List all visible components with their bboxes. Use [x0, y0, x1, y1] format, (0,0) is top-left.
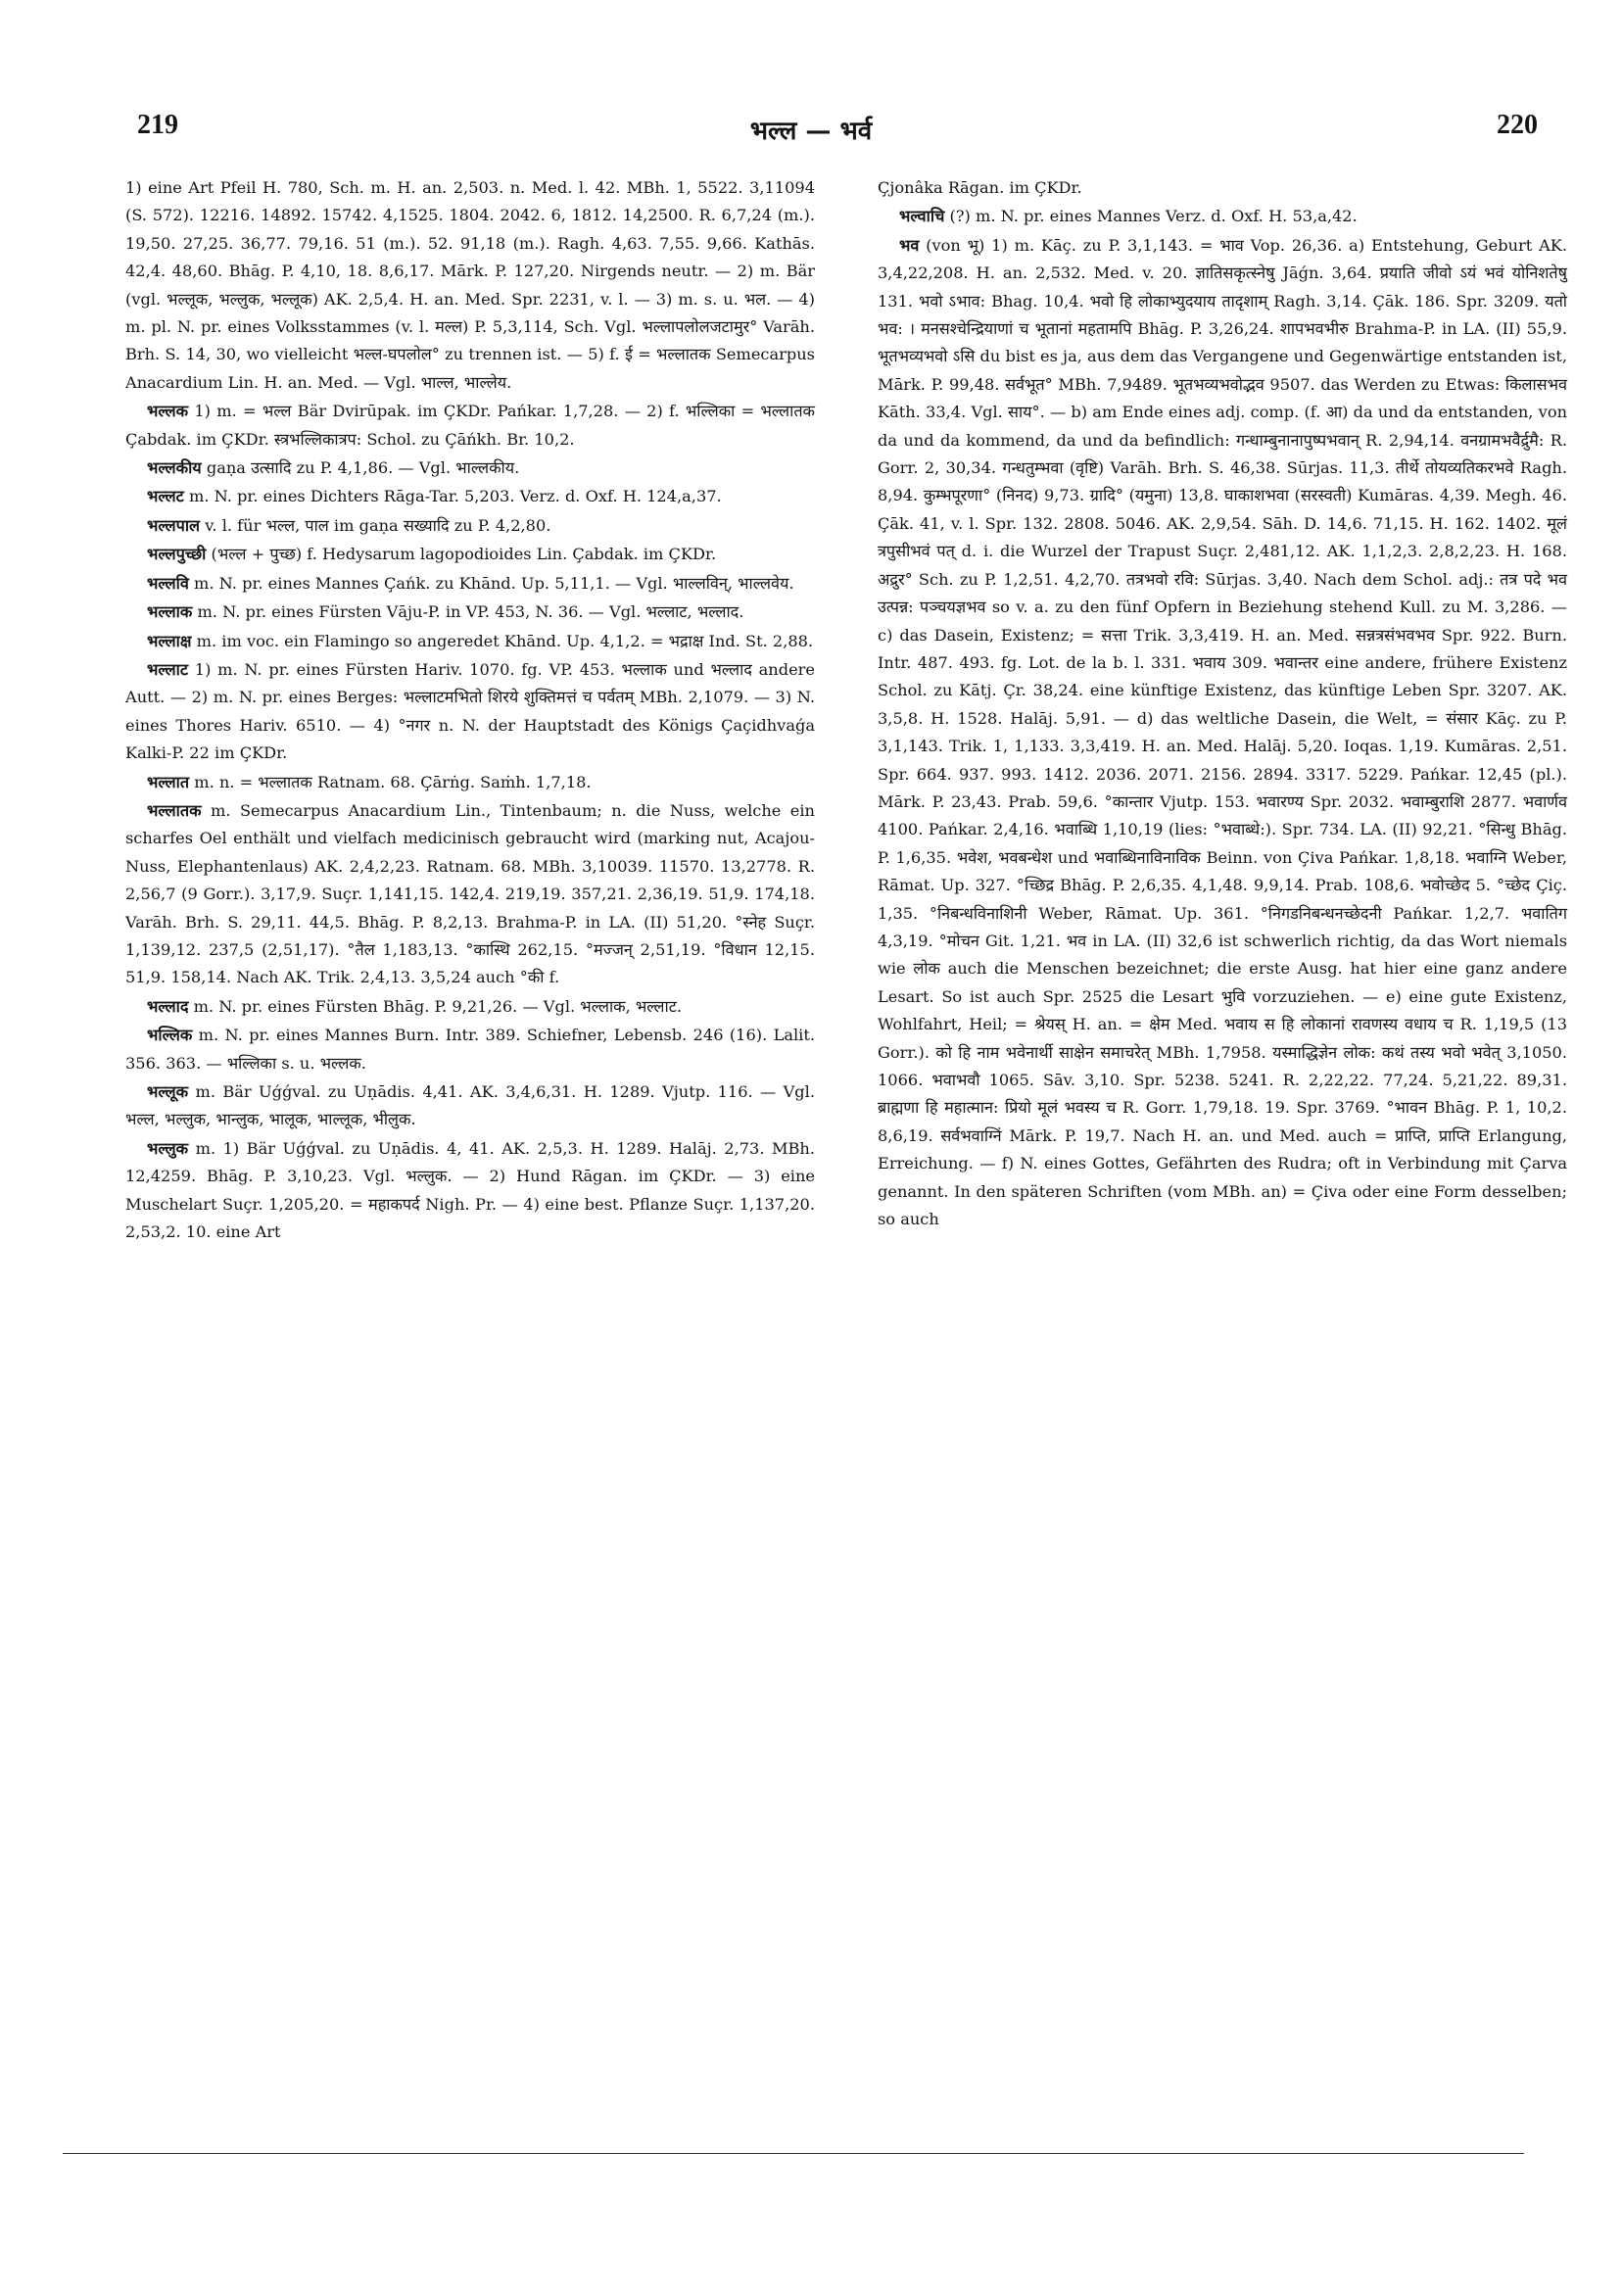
- entry-headword: भल्लूक: [147, 1082, 189, 1101]
- entry-text: m. N. pr. eines Fürsten Bhāg. P. 9,21,26. — Vgl. भल्लाक, भल्लाट.: [193, 996, 683, 1016]
- entry-text: 1) m. = भल्ल Bär Dvirūpak. im ÇKDr. Pańkar. 1,7,28. — 2) f. भल्लिका = भल्लातक Çabdak. im ÇKDr. स्त्रभल्लिकात्रप: Schol. zu Çāńkh. Br. 10,2.: [125, 402, 815, 449]
- right-column: [878, 174, 1567, 1234]
- entry-headword: भल्लवि: [147, 573, 189, 593]
- entry-text: (von भू) 1) m. Kāç. zu P. 3,1,143. = भाव Vop. 26,36. a) Entstehung, Geburt AK. 3,4,22,208. H. an. 2,532. Med. v. 20. ज्ञातिसकृत्स्नेषु Jāǵn. 3,64. प्रयाति जीवो ऽयं भवं योनिशतेषु 131. भवो ऽभाव: Bhag. 10,4. भवो हि लोकाभ्युदयाय तादृशाम् Ragh. 3,14. Çāk. 186. Spr. 3209. यतो भव: । मनसश्चेन्द्रियाणां च भूतानां महतामपि Bhāg. P. 3,26,24. शापभवभीरु Brahma-P. in LA. (II) 55,9. भूतभव्यभवो ऽसि du bist es ja, aus dem das Vergangene und Gegenwärtige entstanden ist, Mārk. P. 99,48. सर्वभूत° MBh. 7,9489. भूतभव्यभवोद्भव 9507. das Werden zu Etwas: किलासभव Kāth. 33,4. Vgl. साय°. — b) am Ende eines adj. comp. (f. आ) da und da entstanden, von da und da kommend, da und da befindlich: गन्धाम्बुनानापुष्पभवान् R. 2,94,14. वनग्रामभवैर्द्रुमै: R. Gorr. 2, 30,34. गन्धतुम्भवा (वृष्टि) Varāh. Brh. S. 46,38. Sūrjas. 11,3. तीर्थे तोयव्यतिकरभवे Ragh. 8,94. कुम्भपूरणा° (निनद) 9,73. ग्रादि° (यमुना) 13,8. घाकाशभवा (सरस्वती) Kumāras. 4,39. Megh. 46. Çāk. 41, v. l. Spr. 132. 2808. 5046. AK. 2,9,54. Sāh. D. 14,6. 71,15. H. 162. 1402. मूलं त्रपुसीभवं पत् d. i. die Wurzel der Trapust Suçr. 2,481,12. AK. 1,1,2,3. 2,8,2,23. H. 168. अद्रुर° Sch. zu P. 1,2,51. 4,2,70. तत्रभवो रवि: Sūrjas. 3,40. Nach dem Schol. adj.: तत्र पदे भव उत्पन्न: पञ्चयज्ञभव so v. a. zu den fünf Opfern in Beziehung stehend Kull. zu M. 3,286. — c) das Dasein, Existenz; = सत्ता Trik. 3,3,419. H. an. Med. सन्नत्रसंभवभव Spr. 922. Burn. Intr. 487. 493. fg. Lot. de la b. l. 331. भवाय 309. भवान्तर eine andere, frühere Existenz Schol. zu Kātj. Çr. 38,24. eine künftige Existenz, das künftige Leben Spr. 3207. AK. 3,5,8. H. 1528. Halāj. 5,91. — d) das weltliche Dasein, die Welt, = संसार Kāç. zu P. 3,1,143. Trik. 1, 1,133. 3,3,419. H. an. Med. Halāj. 5,20. Ioqas. 1,19. Kumāras. 2,51. Spr. 664. 937. 993. 1412. 2036. 2071. 2156. 2894. 3317. 5229. Pańkar. 12,45 (pl.). Mārk. P. 23,43. Prab. 59,6. °कान्तार Vjutp. 153. भवारण्य Spr. 2032. भवाम्बुराशि 2877. भवार्णव 4100. Pańkar. 2,4,16. भवाब्धि 1,10,19 (lies: °भवाब्धे:). Spr. 734. LA. (II) 92,21. °सिन्धु Bhāg. P. 1,6,35. भवेश, भवबन्धेश und भवाब्धिनाविनाविक Beinn. von Çiva Pańkar. 1,8,18. भवाग्नि Weber, Rāmat. Up. 327. °च्छिद्र Bhāg. P. 2,6,35. 4,1,48. 9,9,14. Prab. 108,6. भवोच्छेद 5. °च्छेद Çiç. 1,35. °निबन्धविनाशिनी Weber, Rāmat. Up. 361. °निगडनिबन्धनच्छेदनी Pańkar. 1,2,7. भवातिग 4,3,19. °मोचन Git. 1,21. भव in LA. (II) 32,6 ist schwerlich richtig, da das Wort niemals wie लोक auch die Menschen bezeichnet; die erste Ausg. hat hier eine ganz andere Lesart. So ist auch Spr. 2525 die Lesart भुवि vorzuziehen. — e) eine gute Existenz, Wohlfahrt, Heil; = श्रेयस् H. an. = क्षेम Med. भवाय स हि लोकानां रावणस्य वधाय च R. 1,19,5 (13 Gorr.). को हि नाम भवेनार्थी साक्षेन समाचरेत् MBh. 1,7958. यस्माद्धिज्ञेन लोक: कथं तस्य भवो भवेत् 3,1050. 1066. भवाभवौ 1065. Sāv. 3,10. Spr. 5238. 5241. R. 2,22,22. 77,24. 5,21,22. 89,31. ब्राह्मणा हि महात्मान: प्रियो मूलं भवस्य च R. Gorr. 1,79,18. 19. Spr. 3769. °भावन Bhāg. P. 1, 10,2. 8,6,19. सर्वभवाग्निं Mārk. P. 19,7. Nach H. an. und Med. auch = प्राप्ति, प्राप्ति Erlangung, Erreichung. — f) N. eines Gottes, Gefährten des Rudra; oft in Verbindung mit Çarva genannt. In den späteren Schriften (vom MBh. an) = Çiva oder eine Form desselben; so auch: [878, 235, 1568, 1229]
- entry-headword: भल्लक: [147, 402, 189, 421]
- dictionary-entry: [125, 541, 815, 568]
- entry-text: m. Bär Uǵǵval. zu Uṇādis. 4,41. AK. 3,4,6,31. H. 1289. Vjutp. 116. — Vgl. भल्ल, भल्लुक, भान्लुक, भालूक, भाल्लूक, भीलुक.: [125, 1082, 815, 1129]
- entry-headword: भल्लातक: [147, 800, 202, 820]
- dictionary-entry: [125, 570, 815, 598]
- dictionary-entry: [878, 203, 1567, 230]
- dictionary-entry: [125, 797, 815, 992]
- entry-text: m. N. pr. eines Fürsten Vāju-P. in VP. 453, N. 36. — Vgl. भल्लाट, भल्लाद.: [197, 602, 744, 622]
- running-title: भल्ल — भर्व: [749, 117, 873, 146]
- entry-text: gaṇa उत्सादि zu P. 4,1,86. — Vgl. भाल्लकीय.: [206, 458, 520, 478]
- dictionary-entry: [125, 174, 815, 397]
- dictionary-entry: [125, 628, 815, 655]
- dictionary-entry: [125, 1135, 815, 1247]
- entry-headword: भल्लाक्ष: [147, 631, 192, 650]
- entry-text: m. im voc. ein Flamingo so angeredet Khānd. Up. 4,1,2. = भद्राक्ष Ind. St. 2,88.: [196, 631, 814, 650]
- dictionary-entry: [125, 993, 815, 1021]
- entry-headword: भल्लात: [147, 772, 190, 791]
- dictionary-entry: [125, 1078, 815, 1134]
- entry-text: v. l. für भल्ल, पाल im gaṇa सख्यादि zu P. 4,2,80.: [205, 515, 551, 535]
- dictionary-entry: [125, 483, 815, 510]
- entry-headword: भल्लट: [147, 487, 184, 506]
- entry-headword: भव: [899, 235, 920, 255]
- dictionary-entry: [125, 454, 815, 482]
- entry-headword: भल्वाचि: [899, 207, 945, 226]
- left-column: [125, 174, 815, 1247]
- entry-text: 1) eine Art Pfeil H. 780, Sch. m. H. an. 2,503. n. Med. l. 42. MBh. 1, 5522. 3,11094 (S. 572). 12216. 14892. 15742. 4,1525. 1804. 2042. 6, 1812. 14,2500. R. 6,7,24 (m.). 19,50. 27,25. 36,77. 79,16. 51 (m.). 52. 91,18 (m.). Ragh. 4,63. 7,55. 9,66. Kathās. 42,4. 48,60. Bhāg. P. 4,10, 18. 8,6,17. Mārk. P. 127,20. Nirgends neutr. — 2) m. Bär (vgl. भल्लूक, भल्लुक, भल्लूक) AK. 2,5,4. H. an. Med. Spr. 2231, v. l. — 3) m. s. u. भल. — 4) m. pl. N. pr. eines Volksstammes (v. l. मल्ल) P. 5,3,114, Sch. Vgl. भल्लापलोलजटामुर° Varāh. Brh. S. 14, 30, wo vielleicht भल्ल-घपलोल° zu trennen ist. — 5) f. ई = भल्लातक Semecarpus Anacardium Lin. H. an. Med. — Vgl. भाल्ल, भाल्लेय.: [125, 178, 815, 392]
- entry-text: 1) m. N. pr. eines Fürsten Hariv. 1070. fg. VP. 453. भल्लाक und भल्लाद andere Autt. — 2) m. N. pr. eines Berges: भल्लाटमभितो शिरये शुक्तिमत्तं च पर्वतम् MBh. 2,1079. — 3) N. eines Thores Hariv. 6510. — 4) °नगर n. N. der Hauptstadt des Königs Çaçidhvaǵa Kalki-P. 22 im ÇKDr.: [125, 659, 815, 763]
- entry-headword: भल्लपुच्छी: [147, 545, 207, 564]
- page-header: [0, 110, 1622, 159]
- entry-headword: भल्लाद: [147, 996, 189, 1016]
- dictionary-entry: [125, 769, 815, 796]
- entry-text: m. n. = भल्लातक Ratnam. 68. Çārṅg. Saṁh. 1,7,18.: [194, 772, 592, 791]
- entry-text: m. N. pr. eines Dichters Rāga-Tar. 5,203. Verz. d. Oxf. H. 124,a,37.: [188, 487, 722, 506]
- entry-text: Çjonâka Rāgan. im ÇKDr.: [878, 178, 1082, 197]
- dictionary-entry: [878, 232, 1567, 1234]
- entry-headword: भल्लाट: [147, 659, 189, 679]
- entry-text: (भल्ल + पुच्छ) f. Hedysarum lagopodioides Lin. Çabdak. im ÇKDr.: [211, 545, 717, 564]
- left-page-number: 219: [137, 110, 178, 140]
- entry-text: m. Semecarpus Anacardium Lin., Tintenbaum; n. die Nuss, welche ein scharfes Oel enthält und vielfach medicinisch gebraucht wird (marking nut, Acajou-Nuss, Elephantenlaus) AK. 2,4,2,23. Ratnam. 68. MBh. 3,10039. 11570. 13,2778. R. 2,56,7 (9 Gorr.). 3,17,9. Suçr. 1,141,15. 142,4. 219,19. 357,21. 2,36,19. 51,9. 174,18. Varāh. Brh. S. 29,11. 44,5. Bhāg. P. 8,2,13. Brahma-P. in LA. (II) 51,20. °स्नेह Suçr. 1,139,12. 237,5 (2,51,17). °तैल 1,183,13. °कास्थि 262,15. °मज्जन् 2,51,19. °विधान 12,15. 51,9. 158,14. Nach AK. Trik. 2,4,13. 3,5,24 auch °की f.: [125, 800, 815, 987]
- entry-headword: भल्लकीय: [147, 458, 202, 478]
- entry-text: m. 1) Bär Uǵǵval. zu Uṇādis. 4, 41. AK. 2,5,3. H. 1289. Halāj. 2,73. MBh. 12,4259. Bhāg. P. 3,10,23. Vgl. भल्लुक. — 2) Hund Rāgan. im ÇKDr. — 3) eine Muschelart Suçr. 1,205,20. = महाकपर्द Nigh. Pr. — 4) eine best. Pflanze Suçr. 1,137,20. 2,53,2. 10. eine Art: [125, 1138, 815, 1242]
- entry-headword: भल्लुक: [147, 1138, 189, 1158]
- dictionary-entry: [125, 1022, 815, 1077]
- entry-headword: भल्लाक: [147, 602, 193, 622]
- right-page-number: 220: [1497, 110, 1538, 140]
- dictionary-entry: [125, 512, 815, 540]
- entry-headword: भल्लपाल: [147, 515, 201, 535]
- entry-text: (?) m. N. pr. eines Mannes Verz. d. Oxf. H. 53,a,42.: [949, 207, 1358, 226]
- bottom-rule: [63, 2153, 1524, 2154]
- entry-text: m. N. pr. eines Mannes Çańk. zu Khānd. Up. 5,11,1. — Vgl. भाल्लविन्, भाल्लवेय.: [194, 573, 794, 593]
- dictionary-entry: [125, 598, 815, 626]
- dictionary-entry: [125, 656, 815, 768]
- dictionary-entry: [125, 398, 815, 454]
- dictionary-entry: [878, 174, 1567, 202]
- entry-headword: भल्लिक: [147, 1026, 193, 1045]
- entry-text: m. N. pr. eines Mannes Burn. Intr. 389. Schiefner, Lebensb. 246 (16). Lalit. 356. 363. — भल्लिका s. u. भल्लक.: [125, 1026, 815, 1073]
